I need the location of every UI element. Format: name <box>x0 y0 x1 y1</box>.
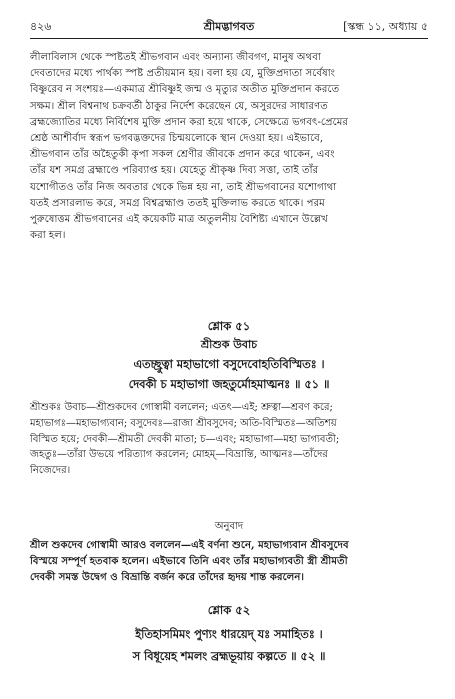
translation-line: দেবকী সমস্ত উদ্বেগ ও বিভ্রান্তি বর্জন করে তাঁদের হৃদয় শান্ত করলেন। <box>30 571 305 583</box>
synonyms-51 <box>30 400 428 479</box>
purport-line: যশোগীতও তাঁর নিজ অবতার থেকে ভিন্ন হয় না, তাই শ্রীভগবানের যশোগাথা <box>30 181 337 193</box>
purport-paragraph <box>30 50 428 244</box>
translation-51-heading: অনুবাদ <box>214 521 244 532</box>
purport-line: পুরুষোত্তম শ্রীভগবানের এই কয়েকটি মাত্র অতুলনীয় বৈশিষ্ট্য এখানে উল্লেখ <box>30 214 328 226</box>
translation-line: বিস্ময়ে সম্পূর্ণ হতবাক হলেন। এইভাবে তিনি এবং তাঁর মহাভাগ্যবতী স্ত্রী শ্রীমতী <box>30 555 348 567</box>
verse-51-speaker: শ্রীশুক উবাচ <box>200 338 258 351</box>
translation-line: শ্রীল শুকদেব গোস্বামী আরও বললেন—এই বর্ণনা শুনে, মহাভাগ্যবান শ্রীবসুদেব <box>30 539 349 551</box>
verse-52-line-1: ইতিহাসমিমং পুণ্যং ধারয়েদ্ যঃ সমাহিতঃ । <box>135 627 323 641</box>
verse-52-heading: শ্লোক ৫২ <box>207 603 251 617</box>
synonym-line: মহাভাগঃ—মহাভাগ্যবান; বসুদেবঃ—রাজা শ্রীবসুদেব; অতি-বিস্মিতঃ—অতিশয় <box>30 417 337 429</box>
purport-line: শ্রেষ্ঠ আশীর্বাদ স্বরূপ ভগবদ্ভক্তদের চিন্ময়লোকে স্থান দেওয়া হয়। এইভাবে, <box>30 133 324 145</box>
purport-line: যতই প্রসারলাভ করে, সমগ্র বিশ্বব্রহ্মাণ্ড ততই মুক্তিলাভ করতে থাকে। পরম <box>30 197 325 209</box>
verse-51-line-2: দেবকী চ মহাভাগা জহতুর্মোহমাত্মনঃ ॥ ৫১ ॥ <box>128 377 330 391</box>
synonym-line: জহতুঃ—তাঁরা উভয়ে পরিত্যাগ করলেন; মোহম্—বিভ্রান্তি, আত্মনঃ—তাঁদের <box>30 449 328 461</box>
purport-line: তাঁর যশ সমগ্র ব্রহ্মাণ্ডে পরিব্যাপ্ত হয়। যেহেতু শ্রীকৃষ্ণ দিব্য সত্তা, তাই তাঁর <box>30 165 319 177</box>
purport-line: করা হল। <box>30 230 66 242</box>
verse-51-line-1: এতচ্ছ্রুত্বা মহাভাগো বসুদেবোহতিবিস্মিতঃ । <box>133 357 325 371</box>
synonym-line: শ্রীশুকঃ উবাচ—শ্রীশুকদেব গোস্বামী বললেন; এতৎ—এই; শ্রুত্বা—শ্রবণ করে; <box>30 402 333 413</box>
purport-line: লীলাবিলাস থেকে স্পষ্টতই শ্রীভগবান এবং অন্যান্য জীবগণ, মানুষ অথবা <box>30 52 321 63</box>
purport-line: সক্ষম। শ্রীল বিশ্বনাথ চক্রবর্তী ঠাকুর নির্দেশ করেছেন যে, অসুরদের সাধারণত <box>30 100 328 112</box>
translation-51 <box>30 537 428 585</box>
purport-line: ব্রহ্মজ্যোতির মধ্যে নির্বিশেষ মুক্তি প্রদান করা হয়ে থাকে, সেক্ষেত্রে ভগবৎ-প্রেমের <box>30 116 348 128</box>
purport-line: বিষ্ণুরেব ন সংশয়ঃ—একমাত্র শ্রীবিষ্ণুই জন্ম ও মৃত্যুর অতীত মুক্তিপ্রদান করতে <box>30 84 340 96</box>
purport-line: শ্রীভগবান তাঁর অহৈতুকী কৃপা সকল শ্রেণীর জীবকে প্রদান করে থাকেন, এবং <box>30 149 335 161</box>
book-title: শ্রীমদ্ভাগবত <box>203 20 255 33</box>
purport-line: দেবতাদের মধ্যে পার্থক্য স্পষ্ট প্রতীয়মান হয়। বলা হয় যে, মুক্তিপ্রদাতা সর্বেষাং <box>30 68 336 80</box>
verse-52-line-2: স বিধূয়েহ শমলং ব্রহ্মভূয়ায় কল্পতে ॥ ৫২ ॥ <box>132 649 326 663</box>
section-label: [স্কন্ধ ১১, অধ্যায় ৫ <box>343 20 428 33</box>
synonym-line: নিজেদের। <box>30 465 71 477</box>
header-rule <box>30 38 428 39</box>
verse-51-heading: শ্লোক ৫১ <box>207 319 251 333</box>
page-number: ৪২৬ <box>30 20 52 33</box>
page-header <box>30 18 428 34</box>
synonym-line: বিস্মিত হয়ে; দেবকী—শ্রীমতী দেবকী মাতা; চ—এবং; মহাভাগা—মহা ভাগ্যবতী; <box>30 433 340 445</box>
